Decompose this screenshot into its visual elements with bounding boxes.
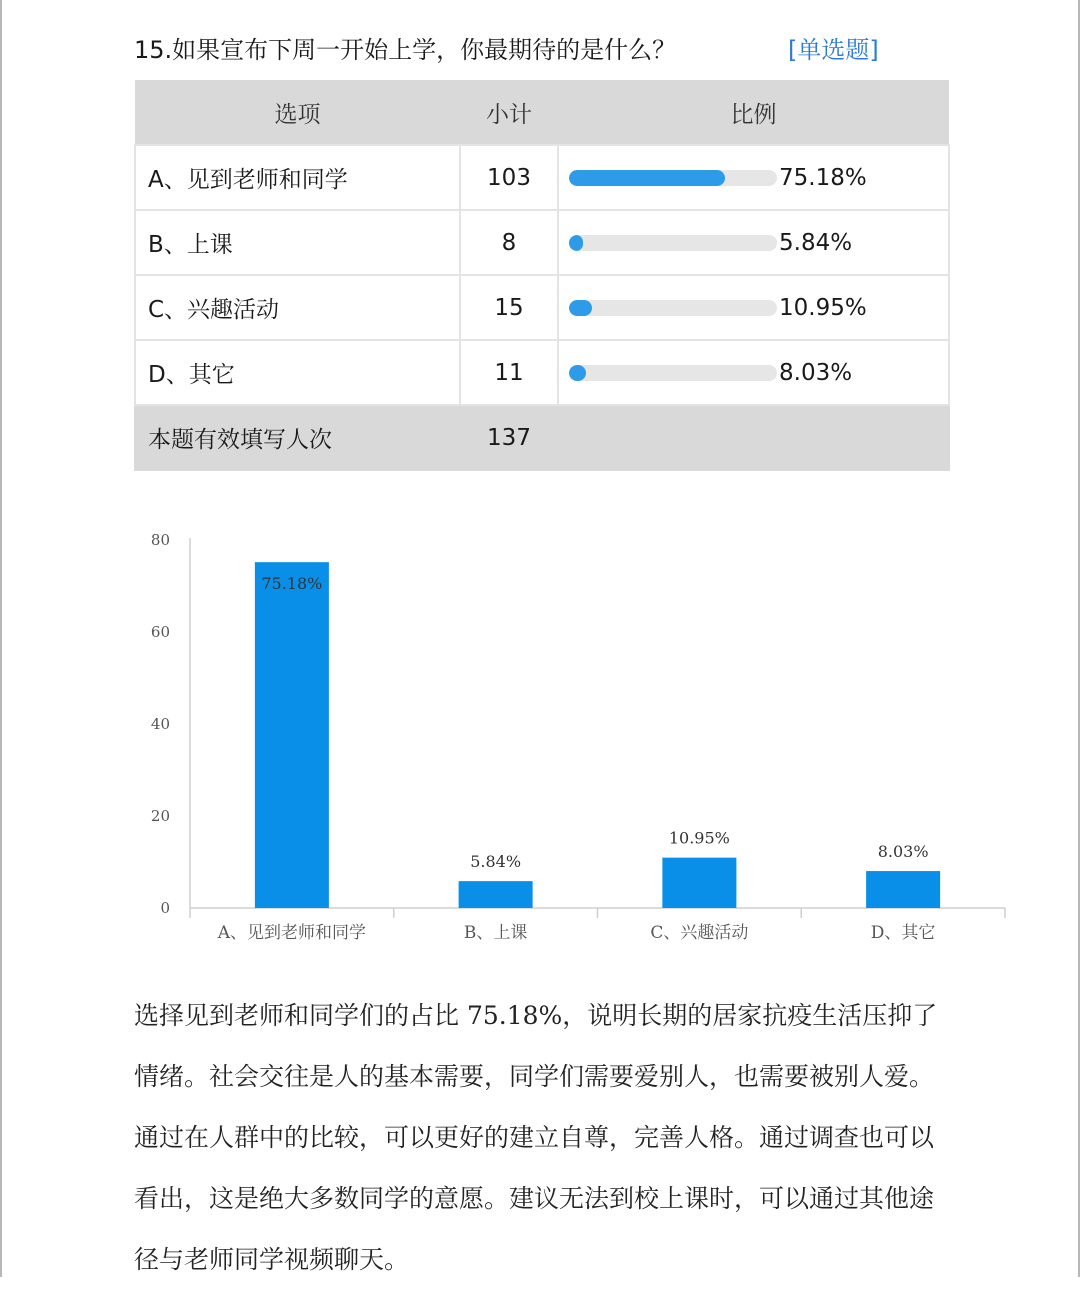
x-tick-label: D、其它 [870,923,936,943]
progress-track [569,235,777,251]
option-label: D、其它 [135,340,460,405]
header-option: 选项 [135,80,460,145]
ratio-cell [558,145,949,210]
y-tick-label: 80 [150,531,170,549]
x-tick-label: B、上课 [463,923,528,943]
x-tick-label: C、兴趣活动 [650,923,749,943]
bar-chart [140,520,1020,960]
bar [866,871,940,908]
bar-data-label: 75.18% [261,574,323,594]
option-percent: 75.18% [779,164,867,191]
y-tick-label: 60 [150,623,170,641]
question-title: 15.如果宣布下周一开始上学，你最期待的是什么？ [134,36,677,64]
total-label: 本题有效填写人次 [135,405,460,470]
progress-track [569,300,777,316]
total-count: 137 [460,405,558,470]
ratio-cell [558,275,949,340]
question-type-tag: [单选题] [788,36,879,64]
progress-track [569,170,777,186]
ratio-cell [558,340,949,405]
progress-fill [569,300,592,316]
header-ratio: 比例 [558,80,949,145]
bar-data-label: 8.03% [877,842,929,862]
table-row [135,340,949,405]
header-count: 小计 [460,80,558,145]
option-label: A、见到老师和同学 [135,145,460,210]
table-row [135,275,949,340]
y-tick-label: 20 [150,807,170,825]
analysis-paragraph: 选择见到老师和同学们的占比 75.18%，说明长期的居家抗疫生活压抑了情绪。社会交往是人的基本需要，同学们需要爱别人，也需要被别人爱。通过在人群中的比较，可以更好的建立自尊，完善人格。通过调查也可以看出，这是绝大多数同学的意愿。建议无法到校上课时，可以通过其他途径与老师同学视频聊天。 [134,1001,938,1274]
bar [459,881,533,908]
y-tick-label: 40 [150,715,170,733]
table-row [135,145,949,210]
option-percent: 8.03% [779,359,853,386]
progress-fill [569,170,725,186]
option-label: B、上课 [135,210,460,275]
bar [255,562,329,908]
option-count: 103 [460,145,558,210]
bar-data-label: 10.95% [668,828,730,848]
option-percent: 5.84% [779,229,853,256]
bar [662,858,736,908]
option-count: 8 [460,210,558,275]
bar-data-label: 5.84% [470,852,522,872]
table-row [135,210,949,275]
y-tick-label: 0 [160,899,170,917]
page-left-border [0,0,2,1277]
progress-fill [569,235,583,251]
ratio-cell [558,210,949,275]
option-label: C、兴趣活动 [135,275,460,340]
result-table [134,80,950,471]
progress-fill [569,365,586,381]
table-total-row [135,405,949,470]
option-count: 15 [460,275,558,340]
table-header-row [135,80,949,145]
option-count: 11 [460,340,558,405]
total-empty-cell [558,405,949,470]
progress-track [569,365,777,381]
x-tick-label: A、见到老师和同学 [217,923,367,943]
option-percent: 10.95% [779,294,867,321]
